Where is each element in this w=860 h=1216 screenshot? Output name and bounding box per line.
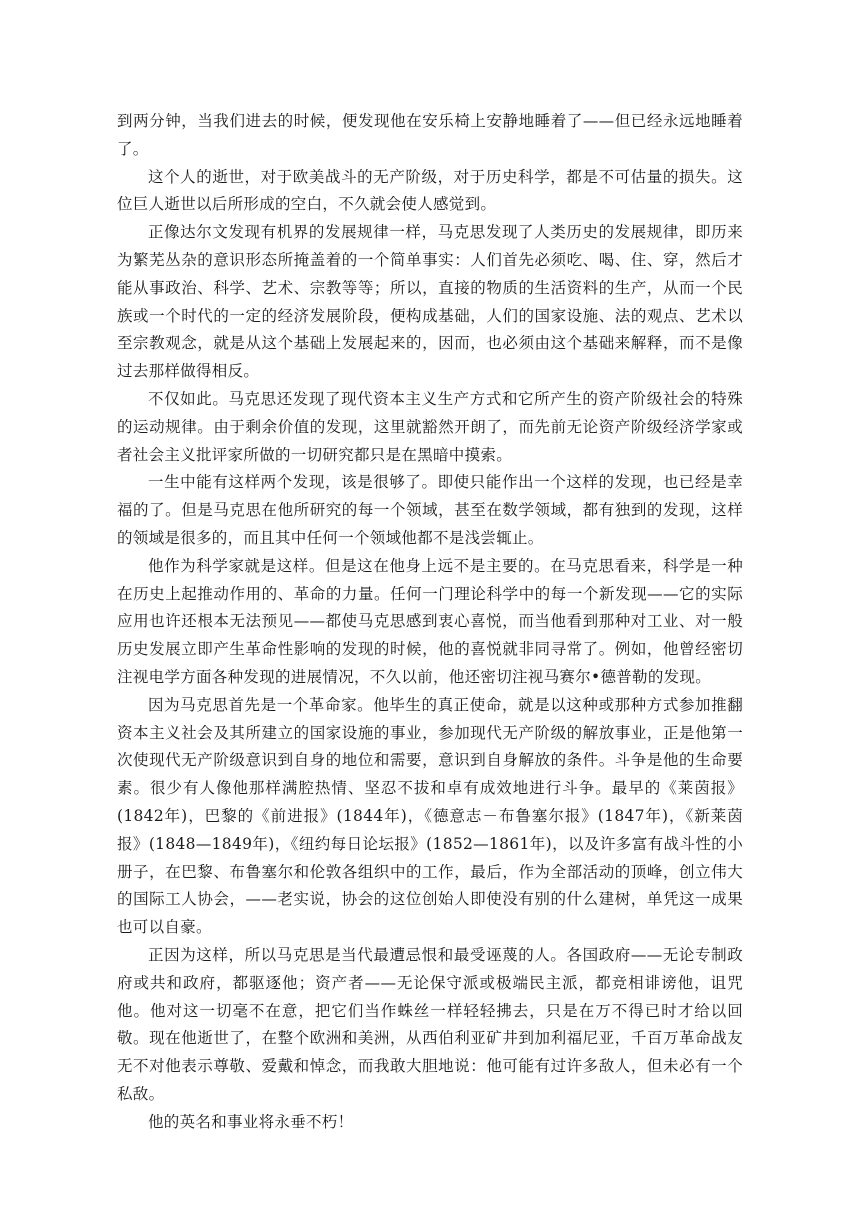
- paragraph: 因为马克思首先是一个革命家。他毕生的真正使命，就是以这种或那种方式参加推翻资本主义社会及其所建立的国家设施的事业，参加现代无产阶级的解放事业，正是他第一次使现代无产阶级意识到自身的地位和需要，意识到自身解放的条件。斗争是他的生命要素。很少有人像他那样满腔热情、坚忍不拔和卓有成效地进行斗争。最早的《莱茵报》(1842年)，巴黎的《前进报》(1844年)，《德意志－布鲁塞尔报》(1847年)，《新莱茵报》(1848—1849年)，《纽约每日论坛报》(1852—1861年)，以及许多富有战斗性的小册子，在巴黎、布鲁塞尔和伦敦各组织中的工作，最后，作为全部活动的顶峰，创立伟大的国际工人协会，——老实说，协会的这位创始人即使没有别的什么建树，单凭这一成果也可以自豪。: [117, 695, 743, 937]
- paragraph: 他作为科学家就是这样。但是这在他身上远不是主要的。在马克思看来，科学是一种在历史上起推动作用的、革命的力量。任何一门理论科学中的每一个新发现——它的实际应用也许还根本无法预见——都使马克思感到衷心喜悦，而当他看到那种对工业、对一般历史发展立即产生革命性影响的发现的时候，他的喜悦就非同寻常了。例如，他曾经密切注视电学方面各种发现的进展情况，不久以前，他还密切注视马赛尔•德普勒的发现。: [117, 556, 743, 686]
- paragraph: 一生中能有这样两个发现，该是很够了。即使只能作出一个这样的发现，也已经是幸福的了。但是马克思在他所研究的每一个领域，甚至在数学领域，都有独到的发现，这样的领域是很多的，而且其中任何一个领域他都不是浅尝辄止。: [117, 473, 743, 547]
- paragraph: 到两分钟，当我们进去的时候，便发现他在安乐椅上安静地睡着了——但已经永远地睡着了。: [117, 112, 743, 158]
- document-page: [117, 108, 743, 1136]
- paragraph: 不仅如此。马克思还发现了现代资本主义生产方式和它所产生的资产阶级社会的特殊的运动规律。由于剩余价值的发现，这里就豁然开朗了，而先前无论资产阶级经济学家或者社会主义批评家所做的一切研究都只是在黑暗中摸索。: [117, 389, 743, 464]
- paragraph: 正像达尔文发现有机界的发展规律一样，马克思发现了人类历史的发展规律，即历来为繁芜丛杂的意识形态所掩盖着的一个简单事实：人们首先必须吃、喝、住、穿，然后才能从事政治、科学、艺术、宗教等等；所以，直接的物质的生活资料的生产，从而一个民族或一个时代的一定的经济发展阶段，便构成基础，人们的国家设施、法的观点、艺术以至宗教观念，就是从这个基础上发展起来的，因而，也必须由这个基础来解释，而不是像过去那样做得相反。: [117, 223, 743, 381]
- paragraph: 正因为这样，所以马克思是当代最遭忌恨和最受诬蔑的人。各国政府——无论专制政府或共和政府，都驱逐他；资产者——无论保守派或极端民主派，都竞相诽谤他，诅咒他。他对这一切毫不在意，把它们当作蛛丝一样轻轻拂去，只是在万不得已时才给以回敬。现在他逝世了，在整个欧洲和美洲，从西伯利亚矿井到加利福尼亚，千百万革命战友无不对他表示尊敬、爱戴和悼念，而我敢大胆地说：他可能有过许多敌人，但未必有一个私敌。: [117, 945, 743, 1103]
- closing-paragraph: 他的英名和事业将永垂不朽！: [148, 1112, 354, 1131]
- paragraph: 这个人的逝世，对于欧美战斗的无产阶级，对于历史科学，都是不可估量的损失。这位巨人逝世以后所形成的空白，不久就会使人感觉到。: [117, 167, 743, 214]
